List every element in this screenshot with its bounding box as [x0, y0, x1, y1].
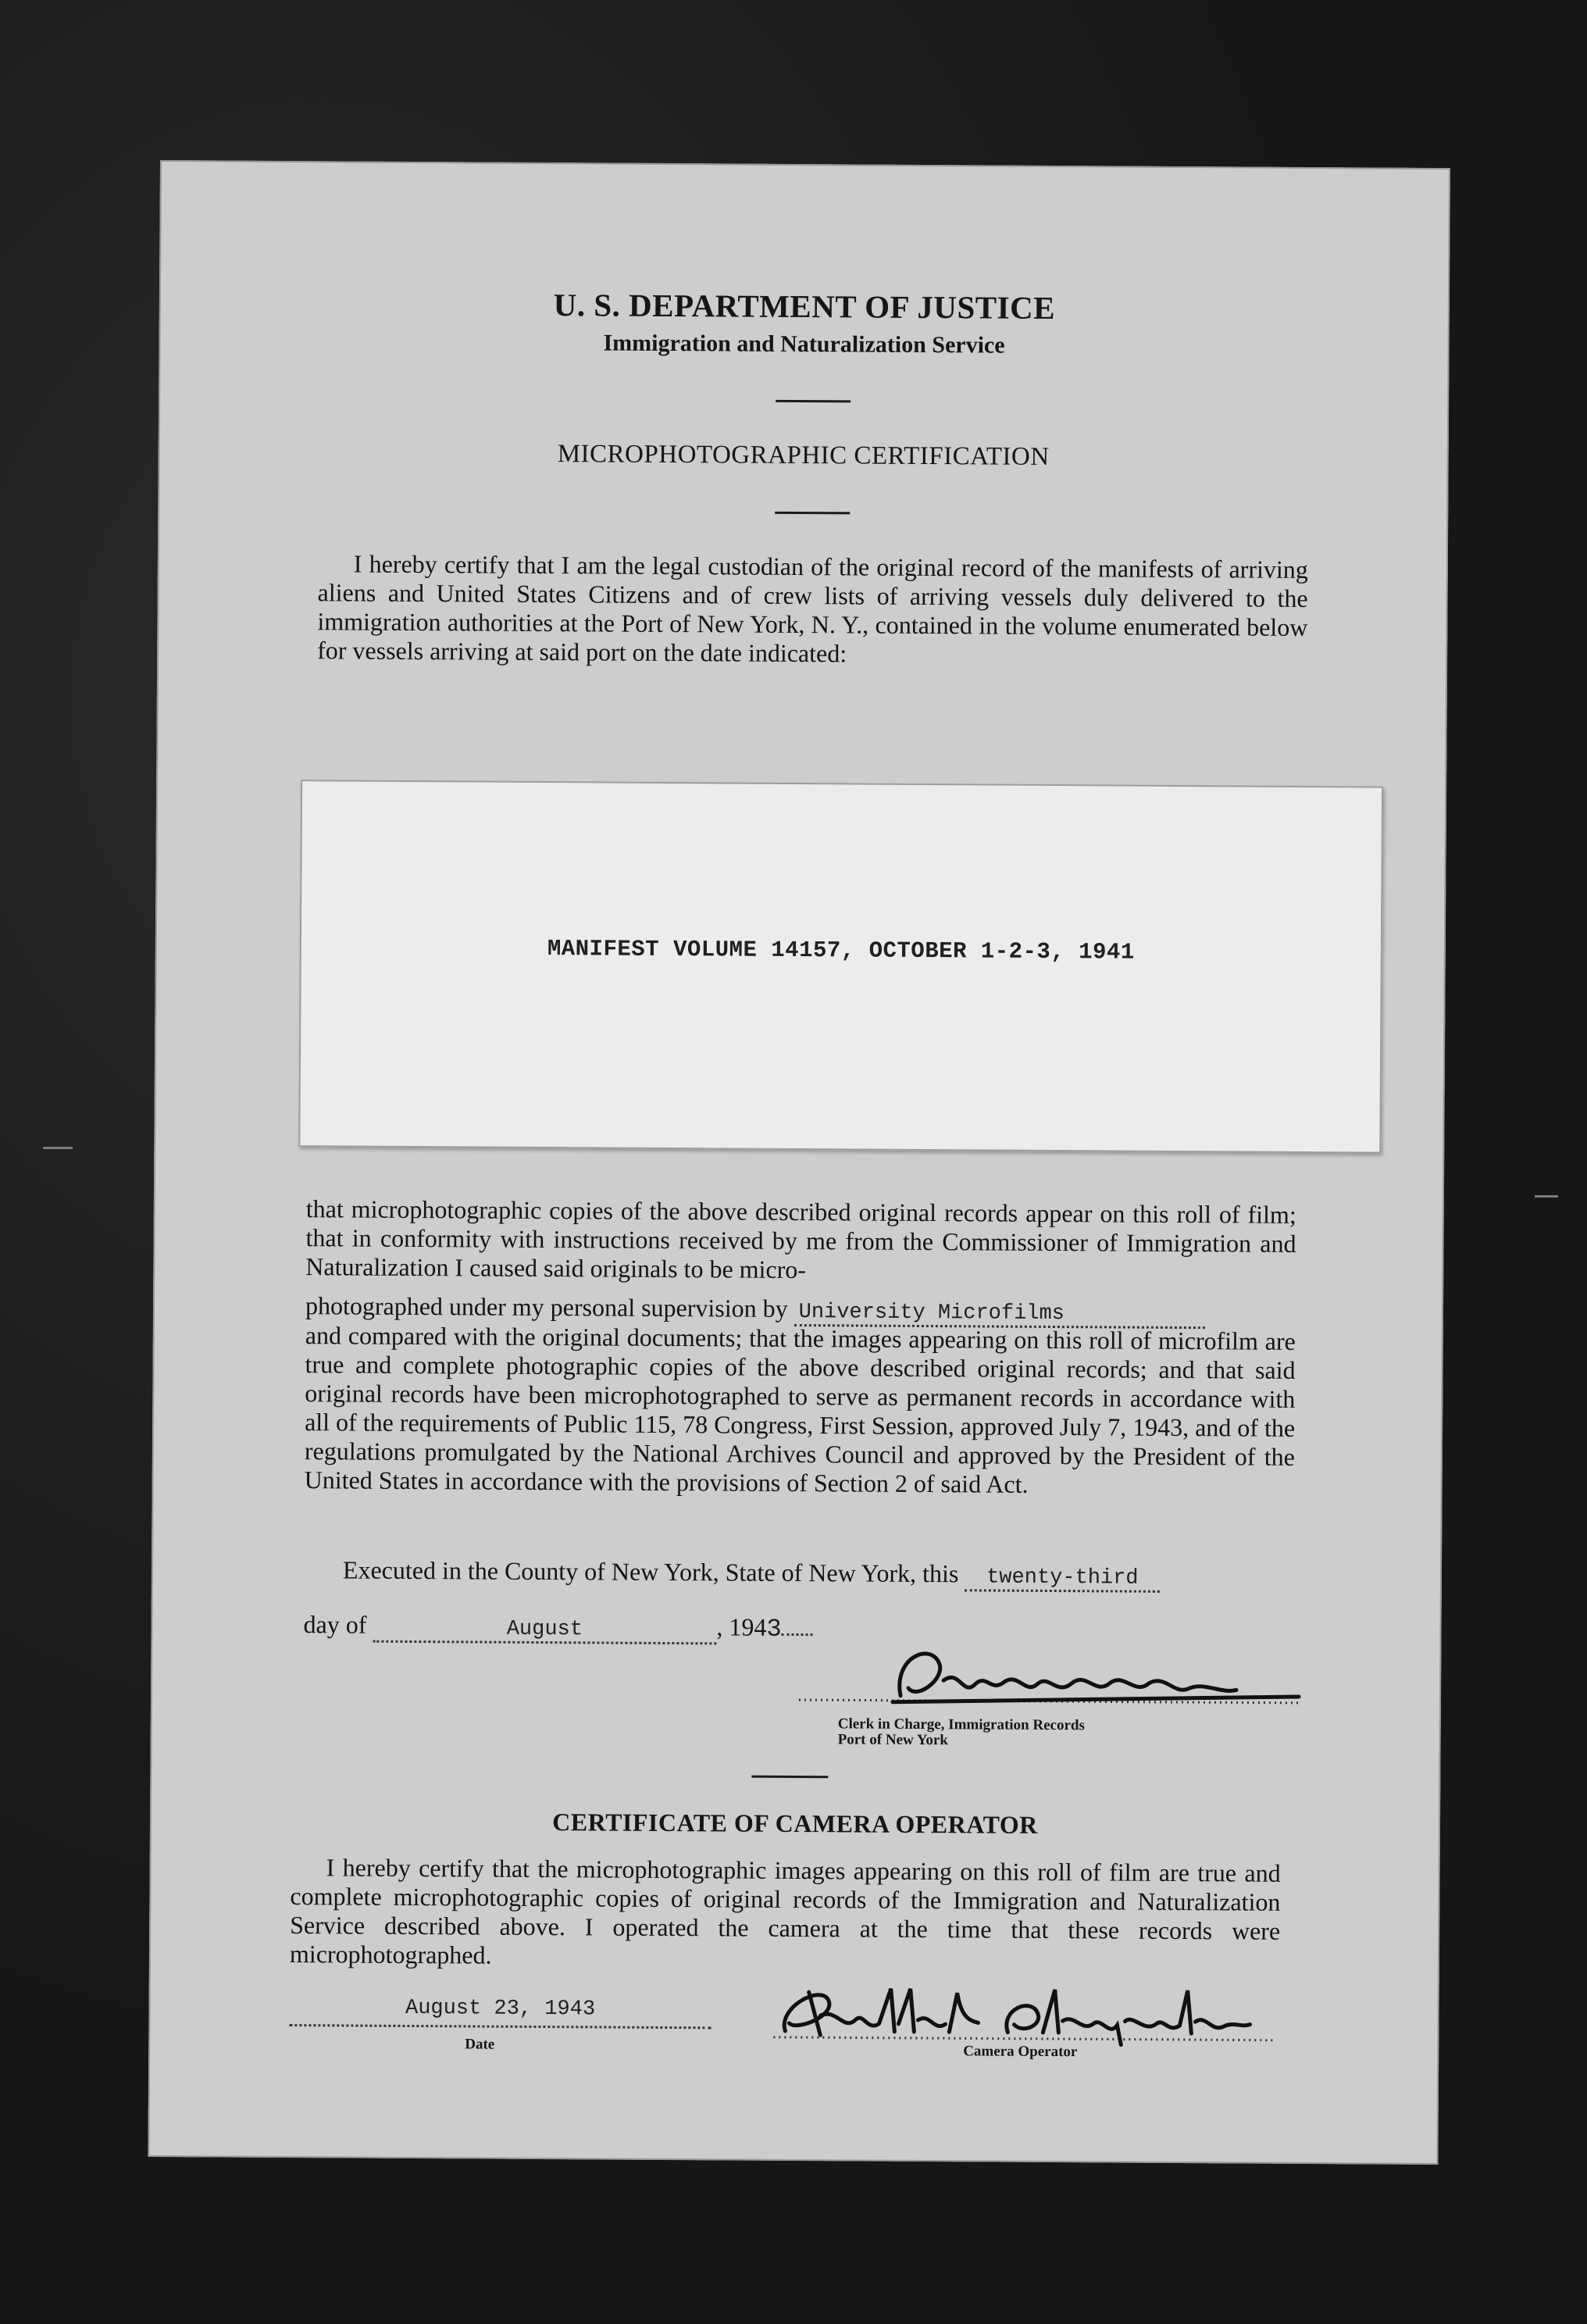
intro-paragraph: I hereby certify that I am the legal custodian of the original record of the manifests of arriving aliens and United States Citizens and of crew lists of arriving vessels duly delivered to the immigration authorities at the Port of New York, N. Y., contained in the volume enumerated below for vessels arriving at said port on the date indicated:	[317, 549, 1308, 668]
camera-operator-label: Camera Operator	[963, 2043, 1078, 2061]
camera-operator-paragraph: I hereby certify that the microphotographic images appearing on this roll of film are true and complete microphotographic copies of original records of the Immigration and Naturalization Service described above. I operated the camera at the time that these records were microphotographed.	[289, 1853, 1281, 1969]
body-paragraph-part2: and compared with the original documents; that the images appearing on this roll of microfilm are true and complete photographic copies of the above described original records; and that said original records have been microphotographed to serve as permanent records in accordance with all of the requirements of Public 115, 78 Congress, First Session, approved July 7, 1943, and of the regulations promulgated by the National Archives Council and approved by the President of the United States in accordance with the provisions of Section 2 of said Act.	[304, 1321, 1296, 1498]
executed-line	[343, 1555, 1161, 1592]
executed-day	[965, 1565, 1160, 1593]
year-prefix: 194	[729, 1612, 767, 1641]
date-field	[289, 1996, 711, 2029]
camera-operator-title: CERTIFICATE OF CAMERA OPERATOR	[552, 1808, 1038, 1839]
clerk-title-line1: Clerk in Charge, Immigration Records	[837, 1715, 1085, 1734]
supervisor-name-text: University Microfilms	[798, 1301, 1065, 1326]
title-divider	[775, 512, 850, 515]
clerk-signature	[799, 1625, 1315, 1722]
film-scratch-mark	[1535, 1195, 1558, 1198]
manifest-volume-card	[298, 780, 1383, 1153]
document-title: MICROPHOTOGRAPHIC CERTIFICATION	[557, 440, 1050, 471]
department-heading: U. S. DEPARTMENT OF JUSTICE	[553, 287, 1056, 327]
month-text: August	[506, 1617, 583, 1642]
executed-day-text: twenty-third	[986, 1565, 1139, 1590]
month-field	[373, 1617, 716, 1645]
heading-divider	[776, 400, 851, 403]
executed-prefix: Executed in the County of New York, State of New York, this	[342, 1555, 959, 1588]
body-paragraph-part1: that microphotographic copies of the above described original records appear on this roll of film; that in conformity with instructions received by me from the Commissioner of Immigration and Naturalization I caused said originals to be micro-	[305, 1194, 1296, 1284]
manifest-volume-label: MANIFEST VOLUME 14157, OCTOBER 1-2-3, 1941	[547, 936, 1135, 966]
section-divider	[751, 1776, 828, 1779]
year-suffix: 3	[766, 1614, 782, 1644]
supervision-prefix: photographed under my personal supervision by	[305, 1291, 788, 1323]
date-line: day of August , 1943	[303, 1610, 812, 1645]
clerk-title-line2: Port of New York	[837, 1731, 948, 1749]
film-scratch-mark	[43, 1147, 73, 1149]
camera-operator-signature	[773, 1976, 1282, 2050]
day-of-label: day of	[303, 1610, 367, 1639]
date-value: August 23, 1943	[405, 1996, 596, 2022]
date-label: Date	[465, 2036, 495, 2053]
service-subheading: Immigration and Naturalization Service	[603, 330, 1005, 359]
certificate-sheet	[148, 160, 1450, 2165]
